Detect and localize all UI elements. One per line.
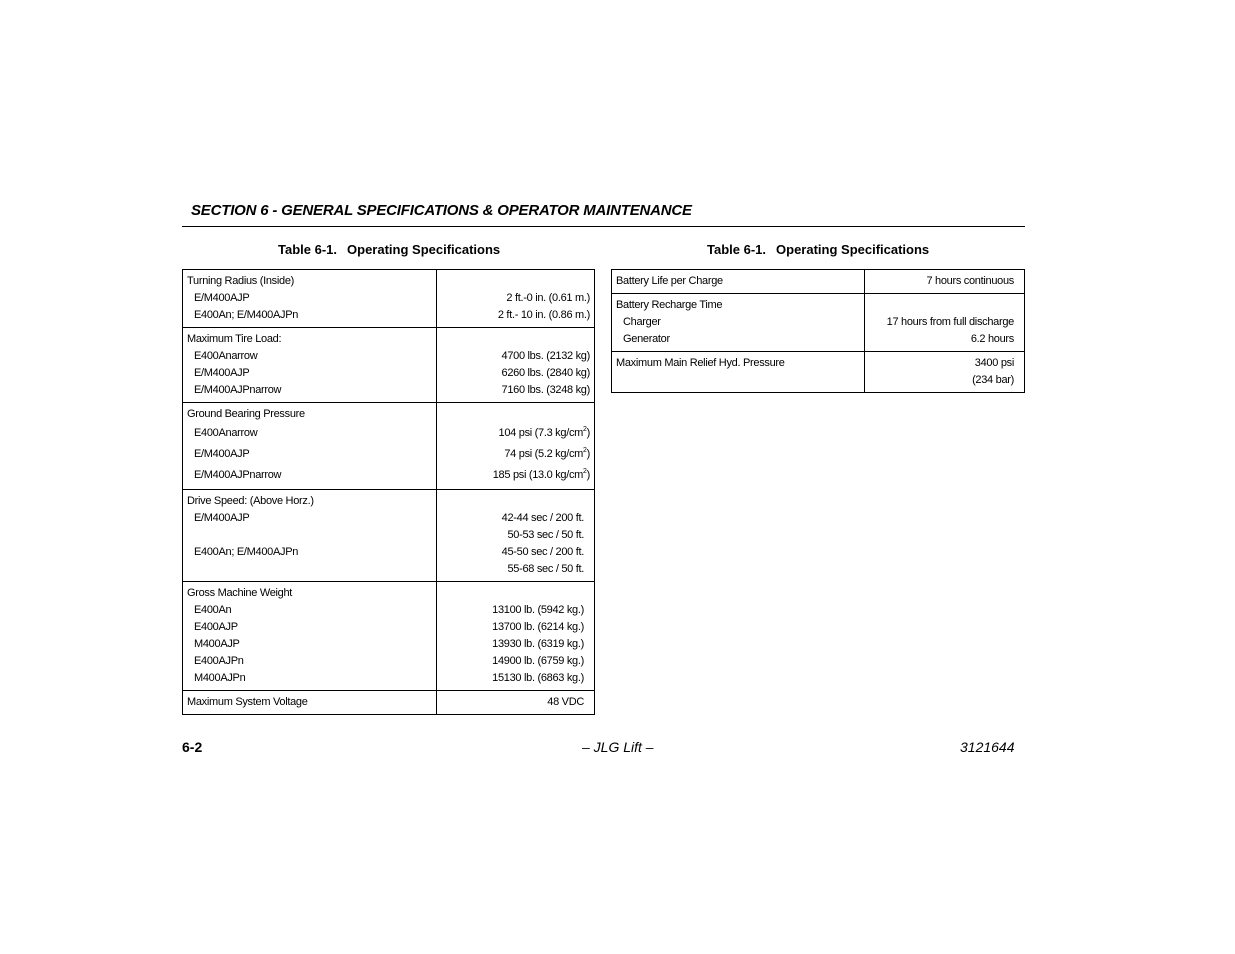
model-label: E/M400AJPnarrow bbox=[194, 384, 282, 396]
model-label: E400An; E/M400AJPn bbox=[194, 546, 299, 558]
table-row bbox=[183, 691, 595, 715]
spec-value: 104 psi (7.3 $kg/cm^2$) bbox=[498, 426, 590, 439]
model-label: E400AJPn bbox=[194, 655, 244, 667]
battery-life-label-cell bbox=[612, 270, 865, 294]
tire-load-label-cell bbox=[183, 328, 437, 403]
row-title: Maximum Main Relief Hyd. Pressure bbox=[616, 357, 785, 369]
model-label: E400Anarrow bbox=[194, 350, 258, 362]
row-title: Battery Life per Charge bbox=[616, 275, 723, 287]
spec-value: 7160 lbs. (3248 kg) bbox=[501, 384, 590, 396]
model-label: E400AJP bbox=[194, 621, 238, 633]
row-title: Maximum System Voltage bbox=[187, 696, 308, 708]
spec-value: 42-44 sec / 200 ft. bbox=[501, 512, 584, 524]
page-number: 6-2 bbox=[182, 739, 203, 755]
table-row bbox=[183, 490, 595, 582]
row-title: Drive Speed: (Above Horz.) bbox=[187, 495, 314, 507]
battery-life-value-cell bbox=[865, 270, 1025, 294]
caption-number: Table 6-1. bbox=[278, 242, 338, 257]
spec-value: 50-53 sec / 50 ft. bbox=[507, 529, 584, 541]
source-label: Generator bbox=[623, 333, 670, 345]
footer-center-text: – JLG Lift – bbox=[582, 739, 654, 755]
turning-radius-value-cell bbox=[437, 270, 595, 328]
machine-weight-value-cell bbox=[437, 582, 595, 691]
machine-weight-label-cell bbox=[183, 582, 437, 691]
left-table-caption bbox=[278, 242, 500, 257]
spec-value: 4700 lbs. (2132 kg) bbox=[501, 350, 590, 362]
drive-speed-label-cell bbox=[183, 490, 437, 582]
spec-value: 6260 lbs. (2840 kg) bbox=[501, 367, 590, 379]
section-title: SECTION 6 - GENERAL SPECIFICATIONS & OPERATOR MAINTENANCE bbox=[191, 202, 692, 219]
system-voltage-value-cell bbox=[437, 691, 595, 715]
spec-value: 6.2 hours bbox=[970, 333, 1014, 345]
spec-value: 13930 lb. (6319 kg.) bbox=[492, 638, 584, 650]
model-label: M400AJP bbox=[194, 638, 240, 650]
table-row bbox=[183, 328, 595, 403]
model-label: E/M400AJP bbox=[194, 292, 250, 304]
spec-value: 3400 psi bbox=[974, 357, 1014, 369]
header-rule bbox=[182, 226, 1025, 227]
model-label: E/M400AJPnarrow bbox=[194, 469, 282, 481]
model-label: E/M400AJP bbox=[194, 448, 250, 460]
bearing-pressure-value-cell bbox=[437, 403, 595, 490]
model-label: E400An bbox=[194, 604, 232, 616]
spec-value: 13700 lb. (6214 kg.) bbox=[492, 621, 584, 633]
spec-value: 2 ft.- 10 in. (0.86 m.) bbox=[497, 309, 590, 321]
table-row bbox=[183, 270, 595, 328]
model-label: E400Anarrow bbox=[194, 427, 258, 439]
relief-pressure-value-cell bbox=[865, 352, 1025, 393]
recharge-time-label-cell bbox=[612, 294, 865, 352]
recharge-time-value-cell bbox=[865, 294, 1025, 352]
table-row bbox=[183, 403, 595, 490]
model-label: E/M400AJP bbox=[194, 512, 250, 524]
spec-value: 45-50 sec / 200 ft. bbox=[501, 546, 584, 558]
source-label: Charger bbox=[623, 316, 661, 328]
system-voltage-label-cell bbox=[183, 691, 437, 715]
spec-value: (234 bar) bbox=[972, 374, 1014, 386]
operating-specifications-table-left bbox=[182, 269, 595, 715]
spec-value: 15130 lb. (6863 kg.) bbox=[492, 672, 584, 684]
caption-number: Table 6-1. bbox=[707, 242, 767, 257]
model-label: M400AJPn bbox=[194, 672, 246, 684]
row-title: Maximum Tire Load: bbox=[187, 333, 282, 345]
relief-pressure-label-cell bbox=[612, 352, 865, 393]
spec-value: 48 VDC bbox=[547, 696, 584, 708]
spec-value: 2 ft.-0 in. (0.61 m.) bbox=[506, 292, 590, 304]
row-title: Ground Bearing Pressure bbox=[187, 408, 305, 420]
tire-load-value-cell bbox=[437, 328, 595, 403]
caption-title: Operating Specifications bbox=[776, 242, 930, 257]
right-table-caption bbox=[707, 242, 929, 257]
document-number: 3121644 bbox=[960, 739, 1015, 755]
turning-radius-label-cell bbox=[183, 270, 437, 328]
spec-value: 17 hours from full discharge bbox=[886, 316, 1014, 328]
bearing-pressure-label-cell bbox=[183, 403, 437, 490]
caption-title: Operating Specifications bbox=[347, 242, 501, 257]
table-row bbox=[612, 270, 1025, 294]
spec-value: 7 hours continuous bbox=[926, 275, 1014, 287]
drive-speed-value-cell bbox=[437, 490, 595, 582]
table-row bbox=[612, 352, 1025, 393]
spec-value: 74 psi (5.2 $kg/cm^2$) bbox=[504, 447, 590, 460]
spec-value: 14900 lb. (6759 kg.) bbox=[492, 655, 584, 667]
operating-specifications-table-right bbox=[611, 269, 1025, 393]
spec-value: 185 psi (13.0 $kg/cm^2$) bbox=[492, 468, 590, 481]
row-title: Gross Machine Weight bbox=[187, 587, 293, 599]
model-label: E400An; E/M400AJPn bbox=[194, 309, 299, 321]
model-label: E/M400AJP bbox=[194, 367, 250, 379]
row-title: Turning Radius (Inside) bbox=[187, 275, 295, 287]
spec-value: 13100 lb. (5942 kg.) bbox=[492, 604, 584, 616]
table-row bbox=[612, 294, 1025, 352]
spec-value: 55-68 sec / 50 ft. bbox=[507, 563, 584, 575]
table-row bbox=[183, 582, 595, 691]
row-title: Battery Recharge Time bbox=[616, 299, 723, 311]
